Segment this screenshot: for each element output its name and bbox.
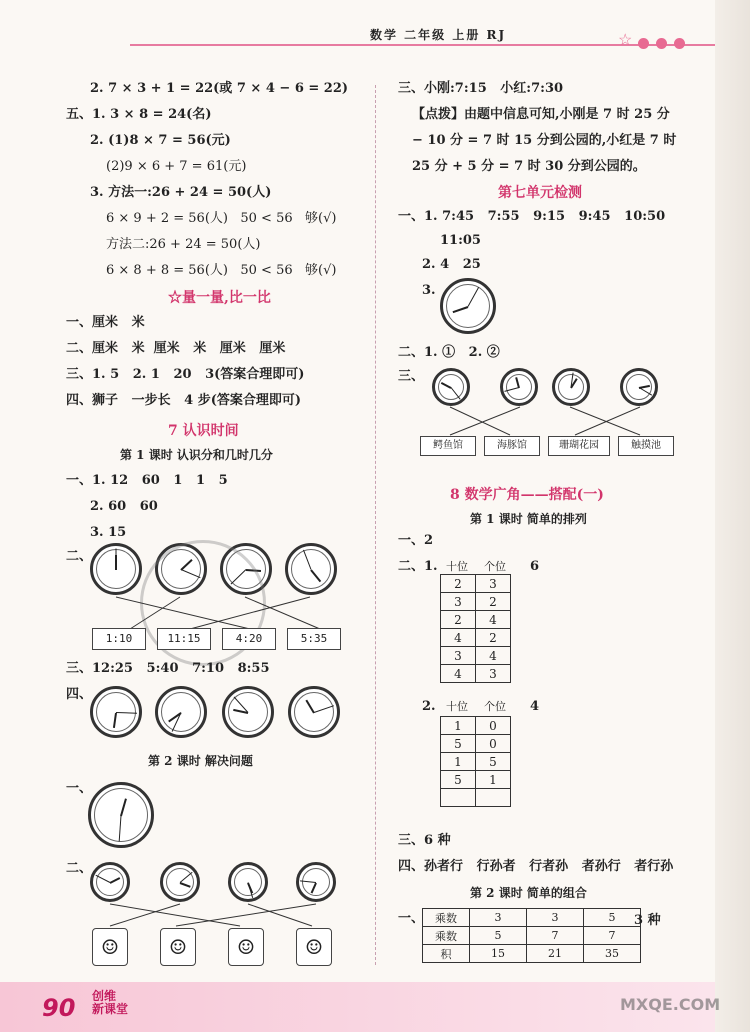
table-header-tens: 十位: [446, 560, 468, 573]
lesson-title: 第 2 课时 简单的组合: [470, 886, 587, 900]
table-cell: 3: [441, 593, 476, 611]
answer-line: 二、1. ① 2. ②: [398, 345, 500, 360]
answer-line: 三、1. 5 2. 1 20 3(答案合理即可): [66, 367, 305, 382]
table-cell: 0: [476, 717, 511, 735]
answer-line: 三、小刚:7:15 小红:7:30: [398, 81, 564, 96]
answer-line: 方法二:26 + 24 = 50(人): [106, 237, 261, 252]
table-header-ones: 个位: [484, 560, 506, 573]
table-row: [441, 629, 511, 647]
answer-line: 四、孙者行 行孙者 行者孙 者孙行 者行孙: [398, 859, 674, 874]
table-cell: 积: [423, 945, 470, 963]
table-cell: 7: [527, 927, 584, 945]
clock-icon: [288, 686, 340, 738]
answer-line: 一、1. 7:45 7:55 9:15 9:45 10:50: [398, 209, 666, 224]
table-cell: 21: [527, 945, 584, 963]
table-row: [441, 789, 511, 807]
hint-line: 【点拨】由题中信息可知,小刚是 7 时 25 分: [412, 107, 670, 122]
table-row: [441, 717, 511, 735]
digits-table-2: [440, 716, 511, 807]
pilot-avatar-icon: ☺: [92, 928, 128, 966]
table-cell: 乘数: [423, 909, 470, 927]
table-row: [441, 771, 511, 789]
table-cell: [441, 789, 476, 807]
answer-line: 11:05: [440, 233, 481, 248]
place-tag: 触摸池: [618, 436, 674, 456]
table-cell: 5: [476, 753, 511, 771]
table-cell: 5: [441, 735, 476, 753]
answer-line: 三、12:25 5:40 7:10 8:55: [66, 661, 270, 676]
table-cell: 5: [470, 927, 527, 945]
answer-line: 四、狮子 一步长 4 步(答案合理即可): [66, 393, 302, 408]
place-tag: 海豚馆: [484, 436, 540, 456]
answer-line: 一、: [66, 781, 93, 796]
table-cell: 4: [441, 629, 476, 647]
table-cell: 5: [584, 909, 641, 927]
table-cell: 2: [476, 629, 511, 647]
table-row: [441, 575, 511, 593]
table-cell: 2: [476, 593, 511, 611]
matching-lines: [90, 595, 350, 631]
table-cell: 1: [476, 771, 511, 789]
answer-line: 一、: [398, 911, 425, 926]
answer-line: 五、1. 3 × 8 = 24(名): [66, 107, 212, 122]
answer-count: 3 种: [634, 913, 661, 928]
answer-line: 二、: [66, 549, 93, 564]
answer-line: 6 × 8 + 8 = 56(人) 50 < 56 够(√): [106, 263, 337, 278]
answer-line: 一、1. 12 60 1 1 5: [66, 473, 228, 488]
clock-icon: [440, 278, 496, 334]
table-cell: 3: [441, 647, 476, 665]
doctor-avatar-icon: ☺: [296, 928, 332, 966]
hint-line: 25 分 + 5 分 = 7 时 30 分到公园的。: [412, 159, 646, 174]
matching-lines: [90, 903, 350, 927]
lesson-title: 第 2 课时 解决问题: [148, 754, 253, 768]
clock-icon: [432, 368, 470, 406]
table-cell: 0: [476, 735, 511, 753]
answer-line: 3.: [422, 283, 436, 298]
watermark: MXQE.COM: [620, 995, 721, 1014]
table-cell: 3: [470, 909, 527, 927]
page-edge: [715, 0, 750, 1032]
table-cell: 15: [470, 945, 527, 963]
clock-icon: [160, 862, 200, 902]
clock-icon: [88, 782, 154, 848]
table-cell: 4: [476, 647, 511, 665]
table-row: [441, 753, 511, 771]
page-number: 90: [42, 994, 76, 1022]
dot-icon: [656, 38, 667, 49]
table-cell: 1: [441, 753, 476, 771]
table-cell: 2: [441, 575, 476, 593]
answer-line: 三、6 种: [398, 833, 451, 848]
star-icon: ☆: [618, 30, 633, 49]
table-cell: 7: [584, 927, 641, 945]
answer-line: 2.: [422, 699, 436, 714]
clock-icon: [620, 368, 658, 406]
answer-line: 三、: [398, 369, 425, 384]
dot-icon: [638, 38, 649, 49]
table-cell: [476, 789, 511, 807]
lesson-title: 第 1 课时 认识分和几时几分: [120, 448, 273, 462]
clock-icon: [222, 686, 274, 738]
answer-line: 2. 60 60: [90, 499, 158, 514]
matching-lines: [430, 406, 670, 436]
dot-icon: [674, 38, 685, 49]
clock-icon: [296, 862, 336, 902]
table-cell: 1: [441, 717, 476, 735]
clock-icon: [500, 368, 538, 406]
unit-title: 7 认识时间: [168, 423, 239, 439]
clock-icon: [228, 862, 268, 902]
place-tag: 珊瑚花园: [548, 436, 610, 456]
table-cell: 3: [527, 909, 584, 927]
clock-icon: [155, 686, 207, 738]
lesson-title: 第 1 课时 简单的排列: [470, 512, 587, 526]
brand-logo: [92, 990, 128, 1016]
answer-line: 二、: [66, 861, 93, 876]
table-cell: 乘数: [423, 927, 470, 945]
table-row: [441, 665, 511, 683]
clock-icon: [90, 543, 142, 595]
man-avatar-icon: ☺: [228, 928, 264, 966]
answer-count: 6: [530, 559, 540, 574]
table-cell: 5: [441, 771, 476, 789]
clock-icon: [90, 686, 142, 738]
answer-line: 二、1.: [398, 559, 438, 574]
answer-line: 二、厘米 米 厘米 米 厘米 厘米: [66, 341, 286, 356]
page-header: [60, 20, 720, 70]
section-title: 第七单元检测: [498, 185, 582, 201]
clock-icon: [552, 368, 590, 406]
answer-line: 3. 方法一:26 + 24 = 50(人): [90, 185, 272, 200]
answer-line: 3. 15: [90, 525, 127, 540]
table-cell: 4: [476, 611, 511, 629]
section-title: ☆量一量,比一比: [168, 290, 271, 306]
time-tag: 11:15: [157, 628, 211, 650]
table-cell: 3: [476, 665, 511, 683]
answer-line: 一、厘米 米: [66, 315, 145, 330]
answer-line: 四、: [66, 687, 93, 702]
time-tag: 4:20: [222, 628, 276, 650]
table-cell: 35: [584, 945, 641, 963]
brand-line: 创维: [92, 989, 117, 1003]
table-row: [441, 647, 511, 665]
place-tag: 鳄鱼馆: [420, 436, 476, 456]
column-divider: [375, 85, 376, 965]
hint-line: − 10 分 = 7 时 15 分到公园的,小红是 7 时: [412, 133, 677, 148]
answer-count: 4: [530, 699, 540, 714]
clock-icon: [285, 543, 337, 595]
digits-table-1: [440, 574, 511, 683]
brand-line: 新课堂: [92, 1002, 129, 1016]
table-row: [441, 593, 511, 611]
table-row: [423, 927, 641, 945]
answer-line: 2. (1)8 × 7 = 56(元): [90, 133, 231, 148]
table-cell: 2: [441, 611, 476, 629]
table-row: [441, 735, 511, 753]
table-header-tens: 十位: [446, 700, 468, 713]
answer-line: 6 × 9 + 2 = 56(人) 50 < 56 够(√): [106, 211, 337, 226]
answer-line: 2. 7 × 3 + 1 = 22(或 7 × 4 − 6 = 22): [90, 81, 349, 96]
answer-line: 2. 4 25: [422, 257, 481, 272]
soldier-avatar-icon: ☺: [160, 928, 196, 966]
header-text: 数学 二年级 上册 RJ: [370, 28, 507, 42]
combination-table: [422, 908, 641, 963]
time-tag: 1:10: [92, 628, 146, 650]
answer-line: (2)9 × 6 + 7 = 61(元): [106, 159, 247, 174]
answer-line: 一、2: [398, 533, 434, 548]
clock-icon: [90, 862, 130, 902]
table-row: [423, 945, 641, 963]
table-header-ones: 个位: [484, 700, 506, 713]
table-row: [441, 611, 511, 629]
table-cell: 3: [476, 575, 511, 593]
time-tag: 5:35: [287, 628, 341, 650]
unit-title: 8 数学广角——搭配(一): [450, 487, 604, 503]
table-row: [423, 909, 641, 927]
table-cell: 4: [441, 665, 476, 683]
